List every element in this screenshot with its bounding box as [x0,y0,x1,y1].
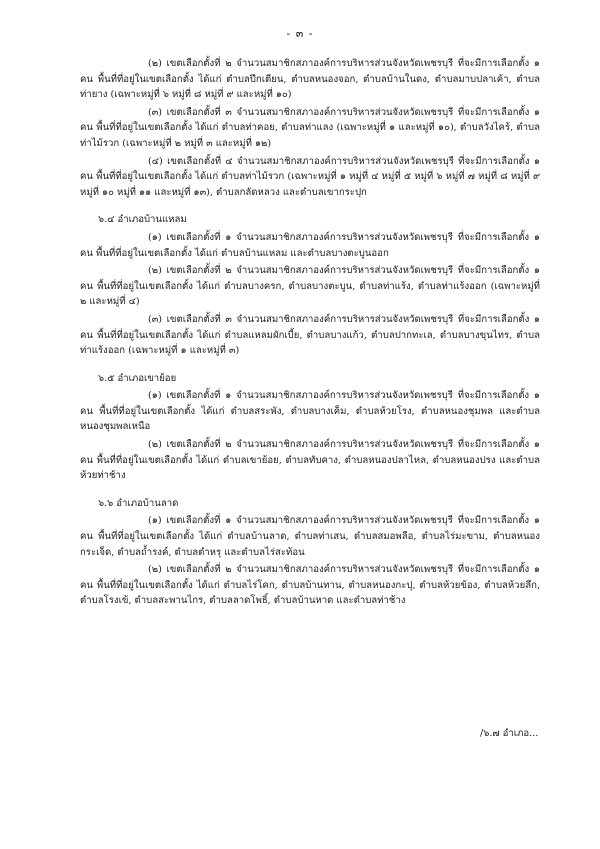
constituency-entry: (๓) เขตเลือกตั้งที่ ๓ จำนวนสมาชิกสภาองค์การบริหารส่วนจังหวัดเพชรบุรี ที่จะมีการเลือกตั้ง ๑ คน พื้นที่ที่อยู่ในเขตเลือกตั้ง ได้แก่ ตำบลแหลมผักเบี้ย, ตำบลบางแก้ว, ตำบลปากทะเล, ตำบลบางขุนไทร, ตำบลท่าแร้งออก (เฉพาะหมู่ที่ ๑ และหมู่ที่ ๓) [80,313,540,357]
constituency-entry: (๒) เขตเลือกตั้งที่ ๒ จำนวนสมาชิกสภาองค์การบริหารส่วนจังหวัดเพชรบุรี ที่จะมีการเลือกตั้ง ๑ คน พื้นที่ที่อยู่ในเขตเลือกตั้ง ได้แก่ ตำบลเขาย้อย, ตำบลทับคาง, ตำบลหนองปลาไหล, ตำบลหนองปรง และตำบลห้วยท่าช้าง [80,439,540,482]
constituency-entry: (๓) เขตเลือกตั้งที่ ๓ จำนวนสมาชิกสภาองค์การบริหารส่วนจังหวัดเพชรบุรี ที่จะมีการเลือกตั้ง ๑ คน พื้นที่ที่อยู่ในเขตเลือกตั้ง ได้แก่ ตำบลท่าคอย, ตำบลท่าแลง (เฉพาะหมู่ที่ ๑ และหมู่ที่ ๑๐), ตำบลวังไคร้, ตำบลท่าไม้รวก (เฉพาะหมู่ที่ ๒ หมู่ที่ ๓ และหมู่ที่ ๑๒) [80,106,540,149]
document-body [80,56,540,611]
district-heading: ๖.๔ อำเภอบ้านแหลม [98,214,187,226]
constituency-entry: (๒) เขตเลือกตั้งที่ ๒ จำนวนสมาชิกสภาองค์การบริหารส่วนจังหวัดเพชรบุรี ที่จะมีการเลือกตั้ง ๑ คน พื้นที่ที่อยู่ในเขตเลือกตั้ง ได้แก่ ตำบลบางครก, ตำบลบางตะบูน, ตำบลท่าแร้ง, ตำบลท่าแร้งออก (เฉพาะหมู่ที่ ๒ และหมู่ที่ ๔) [80,265,540,308]
constituency-entry: (๑) เขตเลือกตั้งที่ ๑ จำนวนสมาชิกสภาองค์การบริหารส่วนจังหวัดเพชรบุรี ที่จะมีการเลือกตั้ง ๑ คน พื้นที่ที่อยู่ในเขตเลือกตั้ง ได้แก่ ตำบลบ้านลาด, ตำบลท่าเสน, ตำบลสมอพลือ, ตำบลไร่มะขาม, ตำบลหนองกระเจ็ด, ตำบลถ้ำรงค์, ตำบลตำหรุ และตำบลไร่สะท้อน [80,515,540,558]
district-section-ban-laem [80,212,540,358]
continued-marker: /๖.๗ อำเภอ... [480,728,539,739]
constituency-entry: (๑) เขตเลือกตั้งที่ ๑ จำนวนสมาชิกสภาองค์การบริหารส่วนจังหวัดเพชรบุรี ที่จะมีการเลือกตั้ง ๑ คน พื้นที่ที่อยู่ในเขตเลือกตั้ง ได้แก่ ตำบลสระพัง, ตำบลบางเค็ม, ตำบลห้วยโรง, ตำบลหนองชุมพล และตำบลหนองชุมพลเหนือ [80,390,540,433]
constituency-entry: (๔) เขตเลือกตั้งที่ ๔ จำนวนสมาชิกสภาองค์การบริหารส่วนจังหวัดเพชรบุรี ที่จะมีการเลือกตั้ง ๑ คน พื้นที่ที่อยู่ในเขตเลือกตั้ง ได้แก่ ตำบลท่าไม้รวก (เฉพาะหมู่ที่ ๑ หมู่ที่ ๔ หมู่ที่ ๕ หมู่ที่ ๖ หมู่ที่ ๗ หมู่ที่ ๘ หมู่ที่ ๙ หมู่ที่ ๑๐ หมู่ที่ ๑๑ และหมู่ที่ ๑๓), ตำบลกลัดหลวง และตำบลเขากระปุก [80,155,540,198]
page-number: - ๓ - [286,27,314,40]
district-heading: ๖.๖ อำเภอบ้านลาด [98,497,179,509]
district-section-ban-lat [80,496,540,609]
district-heading: ๖.๕ อำเภอเขาย้อย [98,372,177,384]
constituency-entry: (๑) เขตเลือกตั้งที่ ๑ จำนวนสมาชิกสภาองค์การบริหารส่วนจังหวัดเพชรบุรี ที่จะมีการเลือกตั้ง ๑ คน พื้นที่ที่อยู่ในเขตเลือกตั้ง ได้แก่ ตำบลบ้านแหลม และตำบลบางตะบูนออก [80,231,540,259]
district-section-khao-yoi [80,371,540,484]
constituency-entry: (๒) เขตเลือกตั้งที่ ๒ จำนวนสมาชิกสภาองค์การบริหารส่วนจังหวัดเพชรบุรี ที่จะมีการเลือกตั้ง ๑ คน พื้นที่ที่อยู่ในเขตเลือกตั้ง ได้แก่ ตำบลปึกเตียน, ตำบลหนองจอก, ตำบลบ้านในดง, ตำบลมาบปลาเค้า, ตำบลท่ายาง (เฉพาะหมู่ที่ ๖ หมู่ที่ ๘ หมู่ที่ ๙ และหมู่ที่ ๑๐) [80,58,540,101]
constituency-entry: (๒) เขตเลือกตั้งที่ ๒ จำนวนสมาชิกสภาองค์การบริหารส่วนจังหวัดเพชรบุรี ที่จะมีการเลือกตั้ง ๑ คน พื้นที่ที่อยู่ในเขตเลือกตั้ง ได้แก่ ตำบลไร่โคก, ตำบลบ้านทาน, ตำบลหนองกะปุ, ตำบลห้วยข้อง, ตำบลห้วยลึก, ตำบลโรงเข้, ตำบลสะพานไกร, ตำบลลาดโพธิ์, ตำบลบ้านหาด และตำบลท่าช้าง [80,564,540,607]
